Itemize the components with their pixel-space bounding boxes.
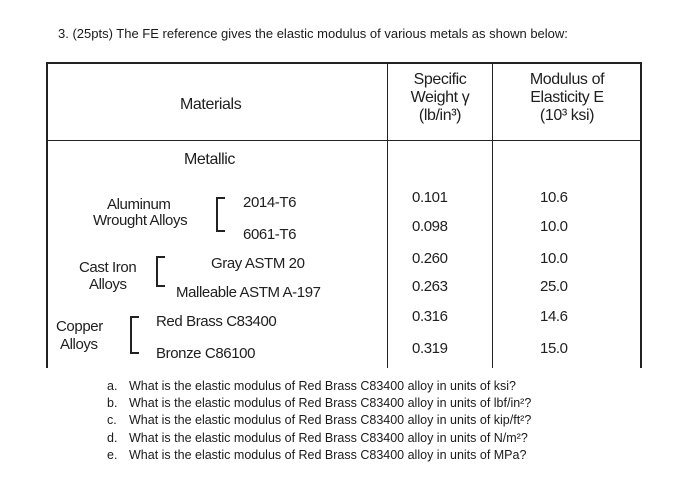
bracket-aluminum — [216, 197, 225, 232]
group-name-cast-iron-line1: Cast Iron — [79, 259, 137, 276]
group-name-aluminum-line2: Wrought Alloys — [93, 212, 188, 229]
sub-question-letter: e. — [107, 447, 118, 462]
weight-bronze-c86100: 0.319 — [412, 340, 448, 357]
sub-question-text: What is the elastic modulus of Red Brass C83400 alloy in units of N/m²? — [129, 430, 528, 445]
sub-question-letter: c. — [107, 413, 117, 428]
bracket-copper — [130, 316, 139, 354]
sub-question-e — [107, 447, 531, 464]
weight-red-brass-c83400: 0.316 — [412, 308, 448, 325]
column-divider-weight — [387, 62, 388, 368]
header-modulus-line2: Elasticity E — [530, 89, 604, 106]
weight-malleable-astm-a-197: 0.263 — [412, 278, 448, 295]
sub-question-list — [107, 378, 531, 464]
material-red-brass-c83400: Red Brass C83400 — [156, 313, 277, 330]
modulus-red-brass-c83400: 14.6 — [540, 308, 568, 325]
material-2014-t6: 2014-T6 — [243, 194, 297, 211]
modulus-gray-astm-20: 10.0 — [540, 250, 568, 267]
material-6061-t6: 6061-T6 — [243, 226, 297, 243]
question-text: 3. (25pts) The FE reference gives the elastic modulus of various metals as shown below: — [58, 26, 568, 41]
sub-question-text: What is the elastic modulus of Red Brass C83400 alloy in units of lbf/in²? — [129, 396, 532, 411]
header-specific-weight-line1: Specific — [413, 71, 467, 88]
header-modulus-unit: (10³ ksi) — [539, 107, 595, 124]
header-divider — [46, 140, 642, 141]
weight-2014-t6: 0.101 — [412, 189, 448, 206]
material-bronze-c86100: Bronze C86100 — [156, 345, 256, 362]
section-label-metallic: Metallic — [184, 151, 236, 168]
modulus-bronze-c86100: 15.0 — [540, 340, 568, 357]
header-specific-weight-line2: Weight γ — [410, 89, 470, 106]
modulus-malleable-astm-a-197: 25.0 — [540, 278, 568, 295]
modulus-2014-t6: 10.6 — [540, 189, 568, 206]
header-materials: Materials — [180, 96, 242, 113]
bracket-cast-iron — [156, 256, 165, 287]
sub-question-a — [107, 378, 531, 395]
sub-question-c — [107, 412, 531, 429]
column-divider-modulus — [492, 62, 493, 368]
header-modulus — [494, 71, 640, 125]
material-gray-astm-20: Gray ASTM 20 — [211, 255, 305, 272]
group-name-cast-iron-line2: Alloys — [89, 276, 127, 293]
material-malleable-astm-a-197: Malleable ASTM A-197 — [176, 284, 321, 301]
sub-question-b — [107, 395, 531, 412]
sub-question-d — [107, 430, 531, 447]
header-specific-weight-unit: (lb/in³) — [418, 107, 462, 124]
weight-6061-t6: 0.098 — [412, 218, 448, 235]
group-name-copper-line2: Alloys — [60, 336, 98, 353]
sub-question-letter: a. — [107, 379, 118, 393]
weight-gray-astm-20: 0.260 — [412, 250, 448, 267]
sub-question-letter: d. — [107, 430, 118, 445]
modulus-6061-t6: 10.0 — [540, 218, 568, 235]
header-specific-weight — [389, 71, 491, 125]
sub-question-text: What is the elastic modulus of Red Brass C83400 alloy in units of MPa? — [129, 447, 527, 462]
sub-question-text: What is the elastic modulus of Red Brass C83400 alloy in units of kip/ft²? — [129, 413, 532, 428]
sub-question-letter: b. — [107, 396, 118, 411]
group-name-copper-line1: Copper — [56, 318, 103, 335]
group-name-aluminum-line1: Aluminum — [107, 196, 171, 213]
sub-question-text: What is the elastic modulus of Red Brass C83400 alloy in units of ksi? — [129, 379, 516, 393]
header-modulus-line1: Modulus of — [529, 71, 605, 88]
